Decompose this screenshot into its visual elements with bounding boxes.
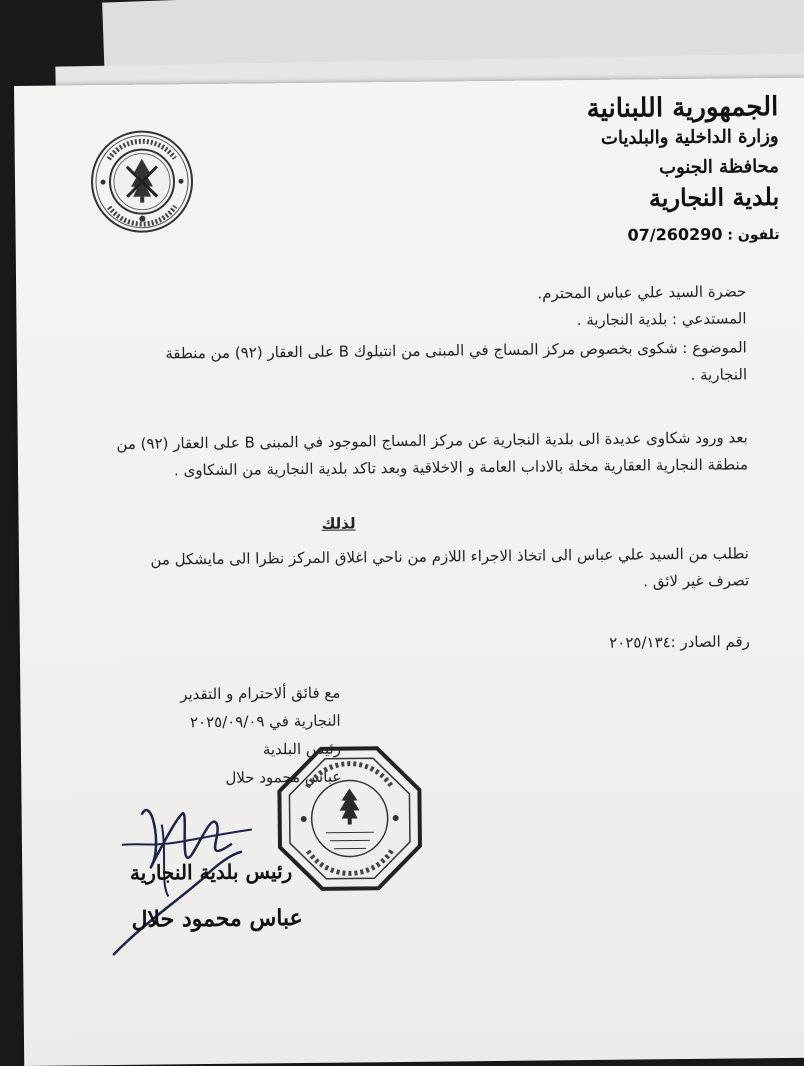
complaint-paragraph: بعد ورود شكاوى عديدة الى بلدية النجارية عن مركز المساج الموجود في المبنى B على العقار (٩٢) من منطقة النجارية العقارية مخلة بالاداب العامة و الاخلاقية وبعد تاكد بلدية النجارية من الشكاوى . xyxy=(108,424,749,485)
request-paragraph: نطلب من السيد علي عباس الى اتخاذ الاجراء اللازم من ناحي اغلاق المركز نظرا الى مايشكل من تصرف غير لائق . xyxy=(109,540,750,601)
president-label: رئيس البلدية xyxy=(121,735,341,765)
header-republic: الجمهورية اللبنانية xyxy=(587,92,779,124)
president-name: عباس محمود حلال xyxy=(121,763,341,793)
signature-name: عباس محمود حلال xyxy=(103,905,303,933)
addressee-line: حضرة السيد علي عباس المحترم. xyxy=(537,278,746,307)
phone-label: تلفون : xyxy=(727,227,779,244)
header-governorate: محافظة الجنوب xyxy=(659,156,779,178)
subject-line: الموضوع : شكوى بخصوص مركز المساج في المبنى من انتبلوك B على العقار (٩٢) من منطقة النجارية . xyxy=(127,334,748,394)
header-phone xyxy=(627,224,779,245)
reference-number: رقم الصادر :٢٠٢٥/١٣٤ xyxy=(609,628,750,656)
signature-title: رئيس بلدية النجارية xyxy=(122,859,292,885)
phone-number: 07/260290 xyxy=(627,225,722,245)
municipality-seal-icon xyxy=(273,742,427,896)
header-ministry: وزارة الداخلية والبلديات xyxy=(601,126,779,149)
closing-date: النجارية في ٢٠٢٥/٠٩/٠٩ xyxy=(121,707,341,737)
letter-page xyxy=(14,78,804,1066)
header-municipality: بلدية النجارية xyxy=(649,182,780,212)
closing-regards: مع فائق ألاحترام و التقدير xyxy=(120,679,340,709)
ministry-emblem-icon xyxy=(88,128,195,235)
therefore-heading: لذلك xyxy=(19,511,659,536)
applicant-line: المستدعي : بلدية النجارية . xyxy=(577,305,747,334)
